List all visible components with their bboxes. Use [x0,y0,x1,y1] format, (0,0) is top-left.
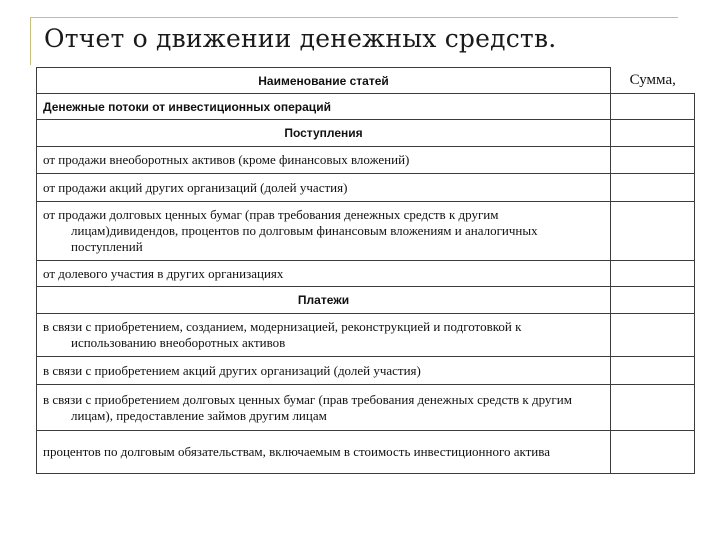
table-row [37,314,695,357]
item-cell [37,431,611,474]
table-row [37,174,695,202]
amount-cell [611,120,695,147]
slide-title: Отчет о движении денежных средств. [44,24,557,53]
item-text: от продажи внеоборотных активов (кроме финансовых вложений) [43,152,410,167]
title-side-rule [30,17,31,65]
item-cell [37,261,611,287]
amount-cell [611,147,695,174]
payments-header-row [37,287,695,314]
table-row [37,202,695,261]
item-cell [37,147,611,174]
header-name-label: Наименование статей [258,73,389,88]
item-text: от долевого участия в других организациях [43,265,284,281]
table-row [37,385,695,431]
table-row [37,357,695,385]
section-label: Денежные потоки от инвестиционных операций [43,99,331,114]
amount-cell [611,94,695,120]
amount-cell [611,287,695,314]
cash-flow-table [36,67,695,474]
item-text: в связи с приобретением акций других организаций (долей участия) [43,362,421,378]
item-cell [37,174,611,202]
payments-label: Платежи [297,293,350,307]
item-cell [37,385,611,431]
amount-cell [611,261,695,287]
amount-cell [611,202,695,261]
receipts-label: Поступления [284,126,363,140]
section-cell [37,94,611,120]
receipts-header-row [37,120,695,147]
amount-cell [611,357,695,385]
item-text: от продажи долговых ценных бумаг (прав требования денежных средств к другим лицам)дивидендов, процентов по долговым финансовым вложениям и аналогичных поступлений [43,207,538,254]
item-text: от продажи акций других организаций (долей участия) [43,179,348,195]
amount-cell [611,174,695,202]
header-amount-label: Сумма, [629,72,676,89]
table-row [37,431,695,474]
header-amount-cell [611,68,695,94]
table-row [37,261,695,287]
amount-cell [611,431,695,474]
table-row [37,147,695,174]
item-cell [37,202,611,261]
title-rule [30,17,678,18]
header-name-cell [37,68,611,94]
receipts-header-cell [37,120,611,147]
amount-cell [611,314,695,357]
section-row [37,94,695,120]
item-cell [37,357,611,385]
item-text: процентов по долговым обязательствам, включаемым в стоимость инвестиционного актива [43,444,550,459]
amount-cell [611,385,695,431]
table-header-row [37,68,695,94]
payments-header-cell [37,287,611,314]
item-text: в связи с приобретением долговых ценных бумаг (прав требования денежных средств к другим лицам), предоставление займов другим лицам [43,391,572,423]
item-text: в связи с приобретением, созданием, модернизацией, реконструкцией и подготовкой к использованию внеоборотных активов [43,319,522,350]
item-cell [37,314,611,357]
